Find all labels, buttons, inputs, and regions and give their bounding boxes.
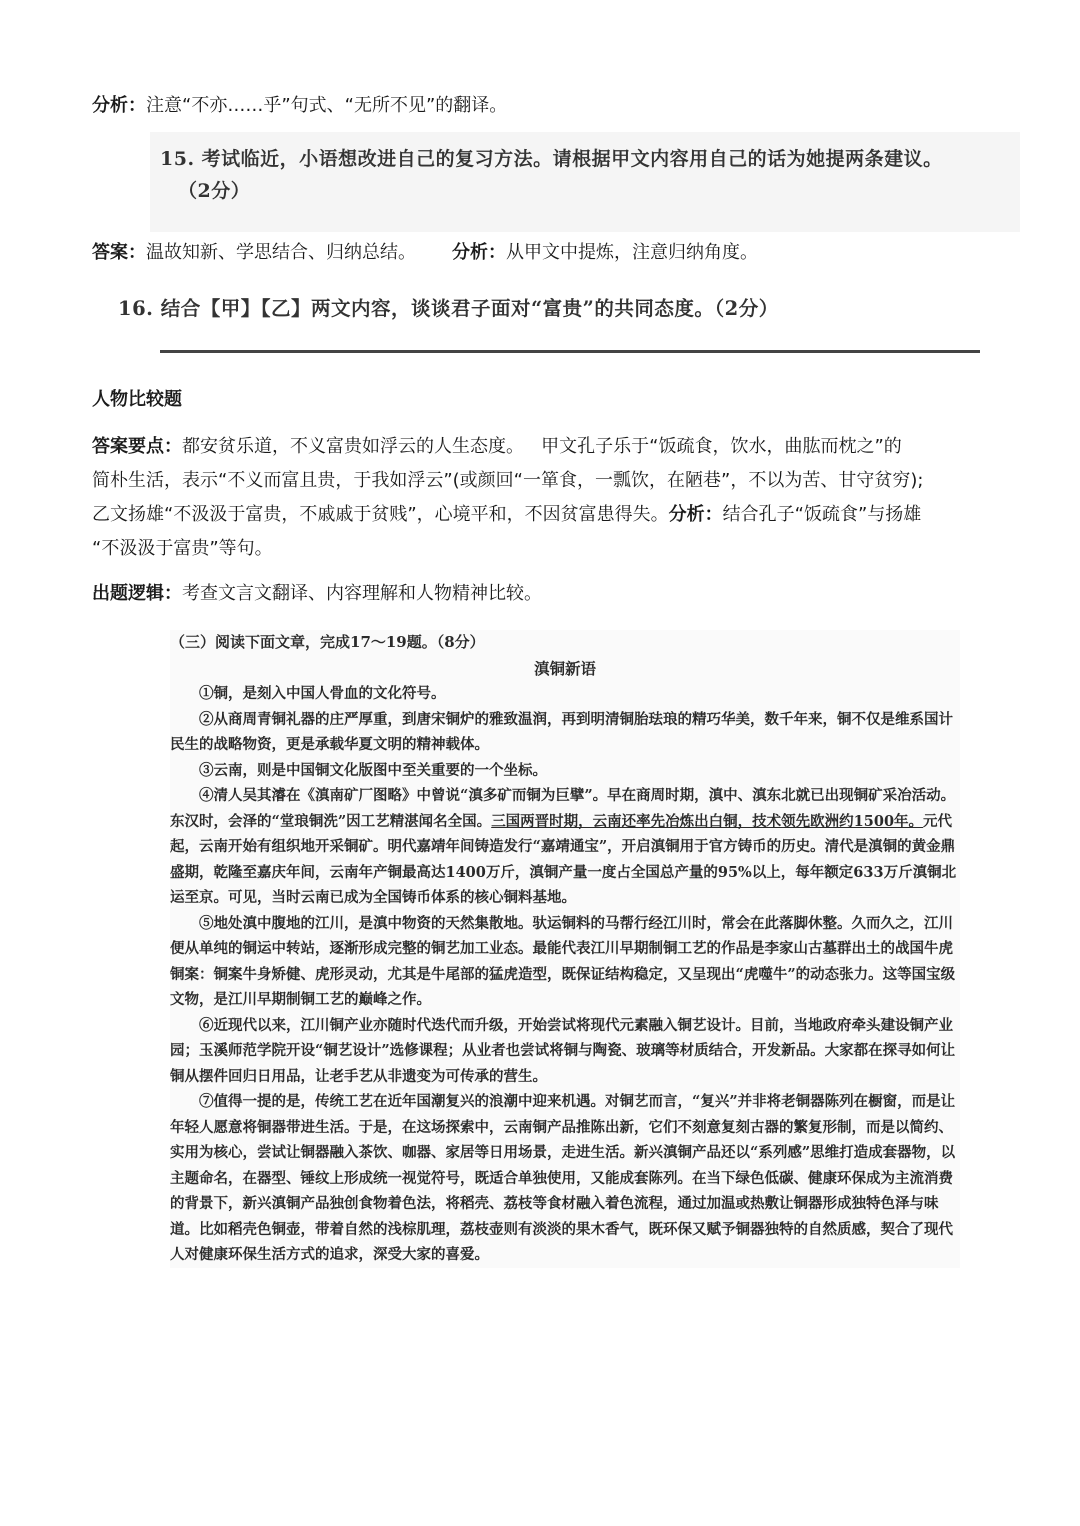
answer-label: 答案： — [92, 242, 146, 263]
article-title: 滇铜新语 — [533, 658, 596, 678]
answer-15-line — [92, 236, 758, 270]
article-header: （三）阅读下面文章，完成17～19题。（8分） — [170, 633, 485, 651]
analysis-label: 分析： — [92, 95, 146, 116]
key-points-text-3: 乙文扬雄“不汲汲于富贵，不戚戚于贫贱”，心境平和，不因贫富患得失。 — [92, 504, 669, 525]
answer-15-analysis-label: 分析： — [452, 242, 506, 263]
article-paragraph-3: ③云南，则是中国铜文化版图中至关重要的一个坐标。 — [199, 761, 547, 779]
logic-line — [92, 577, 542, 611]
article-scan — [170, 630, 960, 1268]
section-heading: 人物比较题 — [92, 389, 182, 410]
article-paragraph-2: ②从商周青铜礼器的庄严厚重，到唐宋铜炉的雅致温润，再到明清铜胎珐琅的精巧华美，数千年来，铜不仅是维系国计民生的战略物资，更是承载华夏文明的精神载体。 — [170, 710, 953, 753]
article-paragraph-4-b: 元代起，云南开始有组织地开采铜矿。明代嘉靖年间铸造发行“嘉靖通宝”，开启滇铜用于官方铸币的历史。清代是滇铜的黄金鼎盛期，乾隆至嘉庆年间，云南年产铜最高达1400万斤，滇铜产量一度占全国总产量的95%以上，每年额定633万斤滇铜北运至京。可见，当时云南已成为全国铸币体系的核心铜料基地。 — [170, 812, 957, 906]
question-15-line1: 15. 考试临近，小语想改进自己的复习方法。请根据甲文内容用自己的话为她提两条建议。 — [160, 148, 943, 170]
question-16: 16. 结合【甲】【乙】两文内容，谈谈君子面对“富贵”的共同态度。（2分） — [118, 297, 779, 320]
article-paragraph-4-a: ④清人吴其濬在《滇南矿厂图略》中曾说“滇多矿而铜为巨擘”。早在商周时期，滇中、滇东北就已出现铜矿采冶活动。东汉时，会泽的“堂琅铜洗”因工艺精湛闻名全国。 — [170, 787, 956, 830]
key-points-analysis-text: 结合孔子“饭疏食”与扬雄 — [722, 504, 922, 525]
answer-15-analysis-text: 从甲文中提炼，注意归纳角度。 — [506, 242, 758, 263]
question-15-line2: （2分） — [178, 180, 251, 202]
key-points-label: 答案要点： — [92, 436, 182, 457]
logic-label: 出题逻辑： — [92, 583, 182, 604]
article-paragraph-4 — [170, 783, 960, 911]
analysis-text: 注意“不亦……乎”句式、“无所不见”的翻译。 — [146, 95, 508, 116]
analysis-line — [92, 89, 507, 123]
article-paragraph-4-underlined: 三国两晋时期，云南还率先冶炼出白铜，技术领先欧洲约1500年。 — [491, 812, 924, 830]
answer-15-text: 温故知新、学思结合、归纳总结。 — [146, 242, 416, 263]
key-points-analysis-label: 分析： — [668, 504, 723, 525]
key-points-line1 — [92, 430, 902, 464]
article-paragraph-7: ⑦值得一提的是，传统工艺在近年国潮复兴的浪潮中迎来机遇。对铜艺而言，“复兴”并非将老铜器陈列在橱窗，而是让年轻人愿意将铜器带进生活。于是，在这场探索中，云南铜产品推陈出新，它们不刻意复刻古器的繁复形制，而是以简约、实用为核心，尝试让铜器融入茶饮、咖器、家居等日用场景，走进生活。新兴滇铜产品还以“系列感”思维打造成套器物，以主题命名，在器型、锤纹上形成统一视觉符号，既适合单独使用，又能成套陈列。在当下绿色低碳、健康环保成为主流消费的背景下，新兴滇铜产品独创食物着色法，将稻壳、荔枝等食材融入着色流程，通过加温或热敷让铜器形成独特色泽与味道。比如稻壳色铜壶，带着自然的浅棕肌理，荔枝壶则有淡淡的果木香气，既环保又赋予铜器独特的自然质感，契合了现代人对健康环保生活方式的追求，深受大家的喜爱。 — [170, 1093, 956, 1263]
logic-text: 考查文言文翻译、内容理解和人物精神比较。 — [182, 583, 542, 604]
key-points-line2: 简朴生活，表示“不义而富且贵，于我如浮云”(或颜回“一箪食，一瓢饮，在陋巷”，不以为苦、甘守贫穷); — [92, 470, 924, 491]
key-points-text-1: 都安贫乐道，不义富贵如浮云的人生态度。 甲文孔子乐于“饭疏食，饮水，曲肱而枕之”的 — [182, 436, 902, 457]
key-points-line3 — [92, 498, 921, 532]
article-paragraph-1: ①铜，是刻入中国人骨血的文化符号。 — [199, 685, 446, 702]
key-points-line4: “不汲汲于富贵”等句。 — [92, 538, 273, 559]
article-paragraph-6: ⑥近现代以来，江川铜产业亦随时代迭代而升级，开始尝试将现代元素融入铜艺设计。目前，当地政府牵头建设铜产业园；玉溪师范学院开设“铜艺设计”选修课程；从业者也尝试将铜与陶瓷、玻璃等材质结合，开发新品。大家都在探寻如何让铜从摆件回归日用品，让老手艺从非遗变为可传承的营生。 — [170, 1016, 956, 1085]
answer-rule-line — [160, 350, 980, 353]
article-paragraph-5: ⑤地处滇中腹地的江川，是滇中物资的天然集散地。驮运铜料的马帮行经江川时，常会在此落脚休整。久而久之，江川便从单纯的铜运中转站，逐渐形成完整的铜艺加工业态。最能代表江川早期制铜工艺的作品是李家山古墓群出土的战国牛虎铜案：铜案牛身矫健、虎形灵动，尤其是牛尾部的猛虎造型，既保证结构稳定，又呈现出“虎噬牛”的动态张力。这等国宝级文物，是江川早期制铜工艺的巅峰之作。 — [170, 914, 956, 1008]
